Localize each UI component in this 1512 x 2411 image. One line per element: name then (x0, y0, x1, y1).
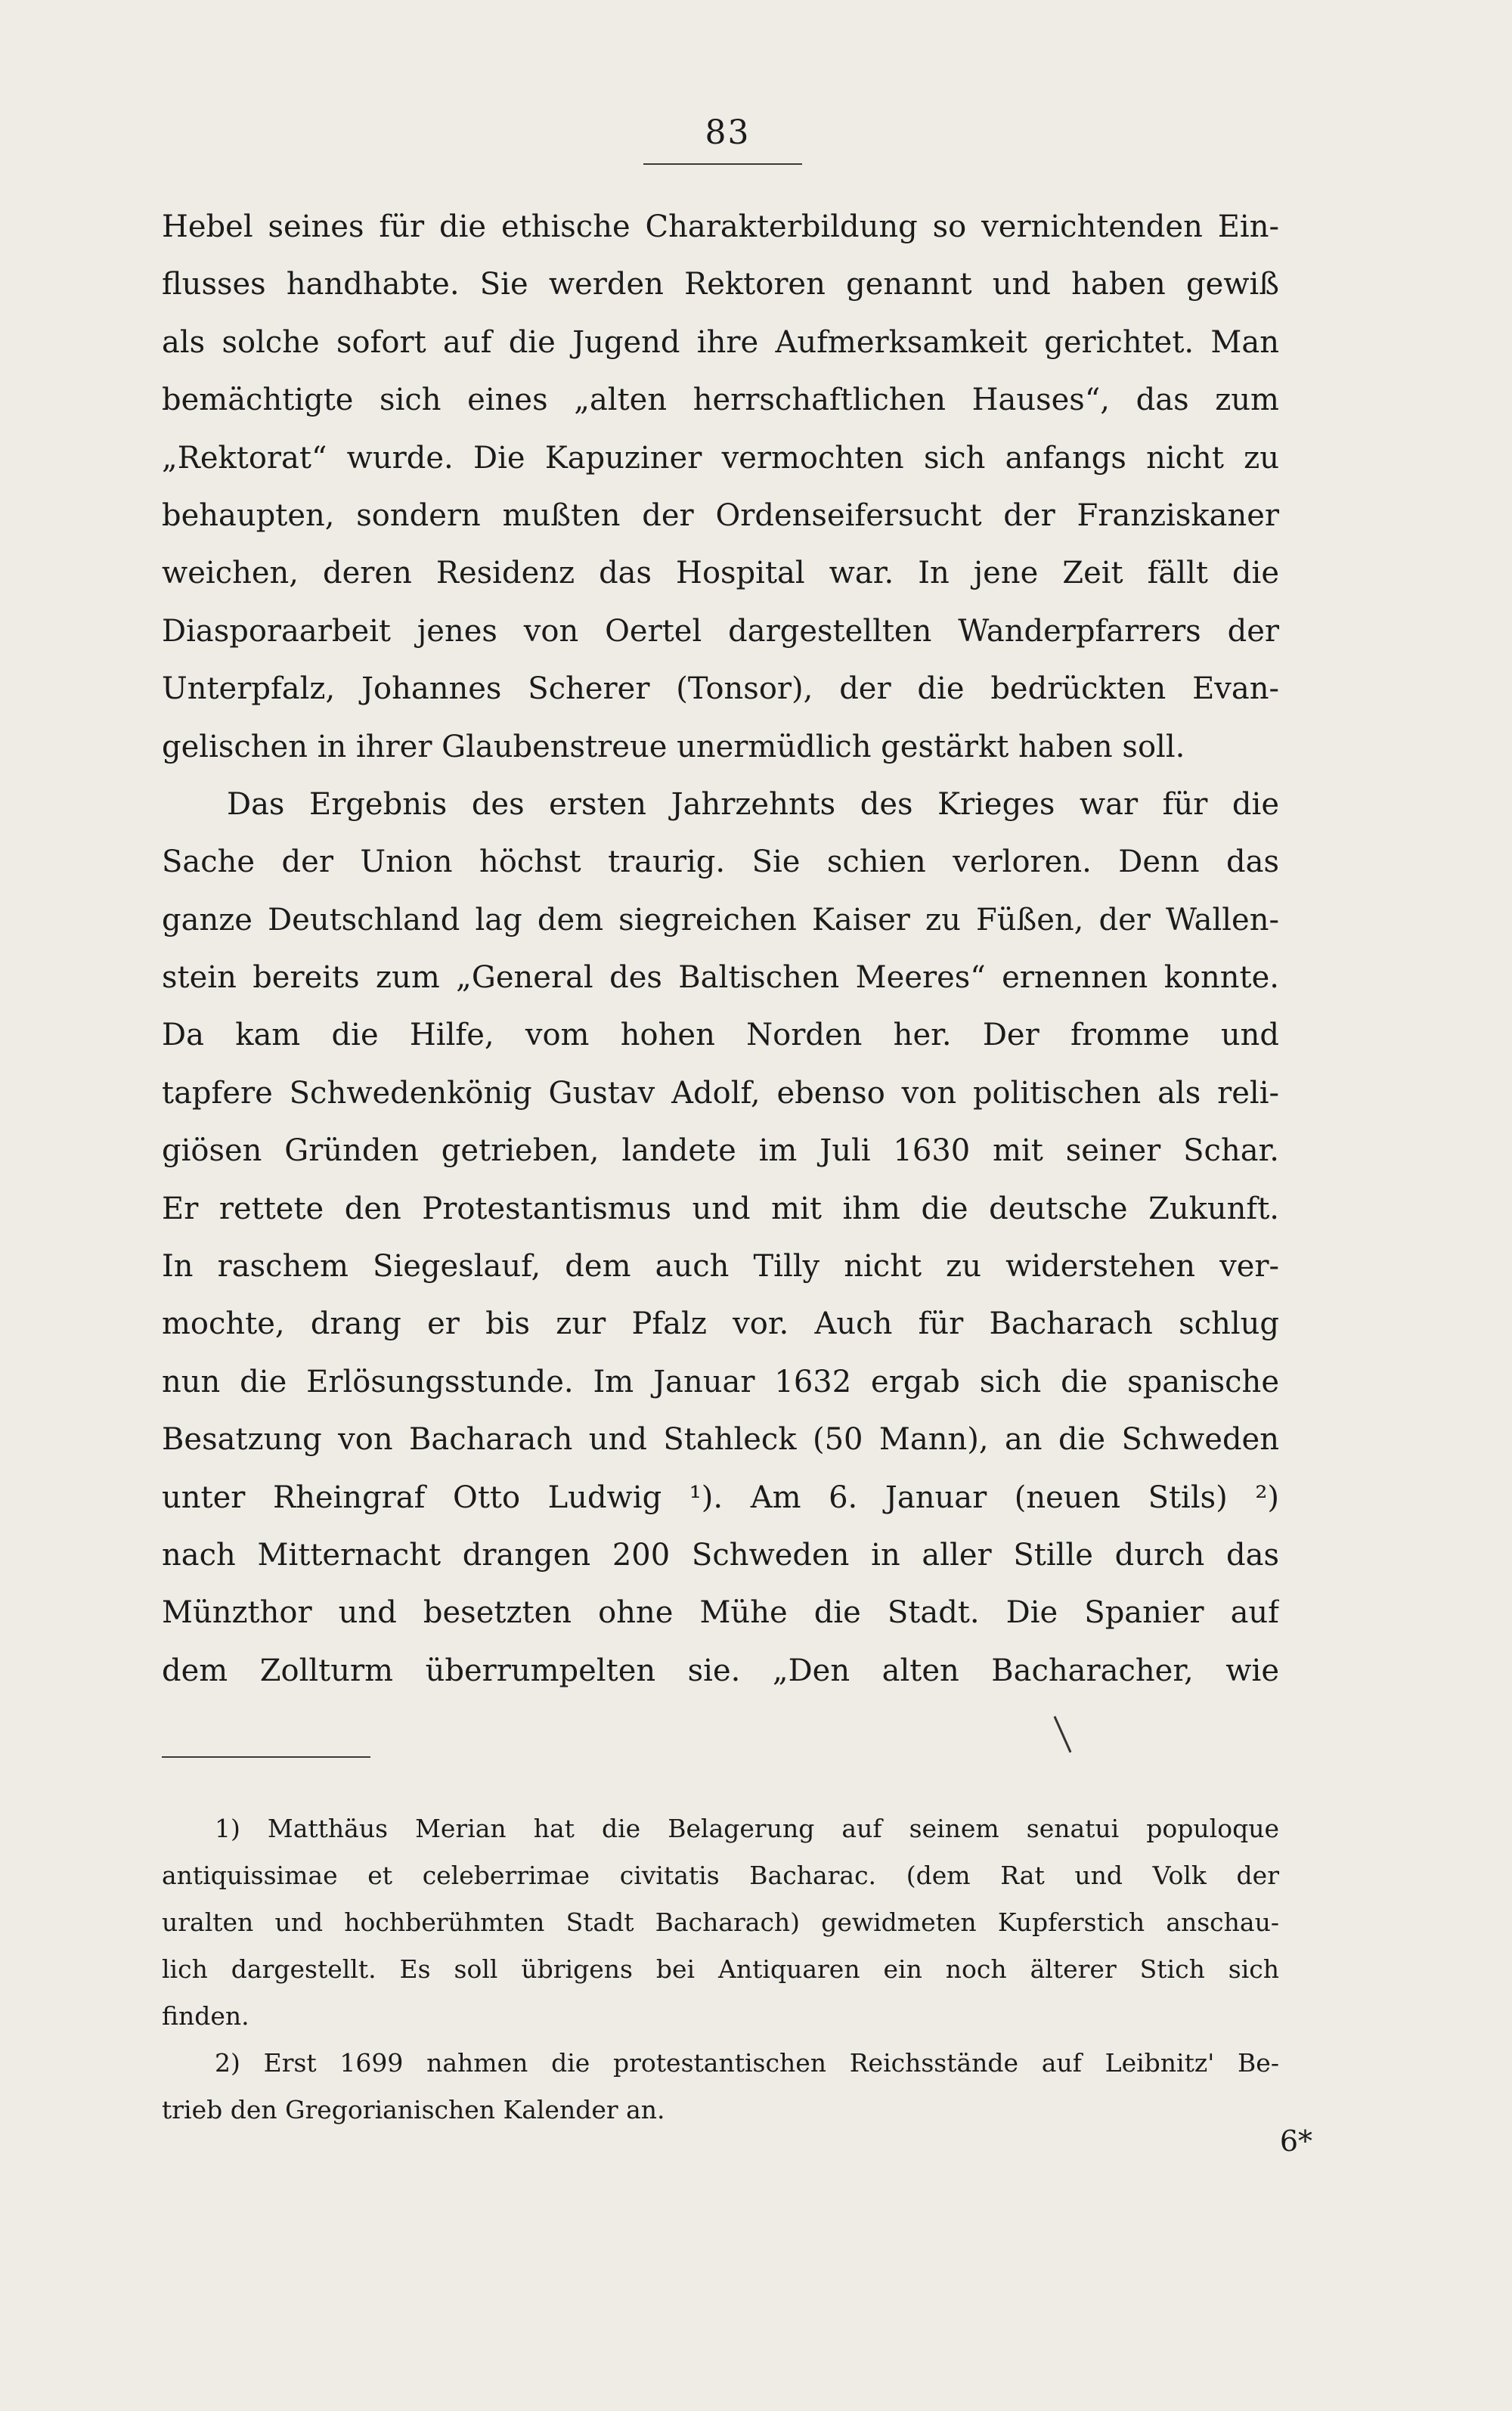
text-line: dem Zollturm überrumpelten sie. „Den alten Bacharacher, wie (162, 1653, 1279, 1688)
footnote-line: lich dargestellt. Es soll übrigens bei Antiquaren ein noch älterer Stich sich (162, 1954, 1279, 1984)
text-line: stein bereits zum „General des Baltischen Meeres“ ernennen konnte. (162, 960, 1279, 996)
text-line: nach Mitternacht drangen 200 Schweden in aller Stille durch das (162, 1537, 1279, 1573)
text-line: nun die Erlösungsstunde. Im Januar 1632 ergab sich die spanische (162, 1364, 1279, 1399)
footnote-line: trieb den Gregorianischen Kalender an. (162, 2095, 665, 2124)
text-line: Unterpfalz, Johannes Scherer (Tonsor), der die bedrückten Evan- (162, 671, 1279, 707)
text-line: bemächtigte sich eines „alten herrschaftlichen Hauses“, das zum (162, 383, 1279, 418)
text-line: gelischen in ihrer Glaubenstreue unermüdlich gestärkt haben soll. (162, 729, 1185, 764)
text-line: weichen, deren Residenz das Hospital war. In jene Zeit fällt die (162, 556, 1279, 591)
text-line: unter Rheingraf Otto Ludwig ¹). Am 6. Januar (neuen Stils) ²) (162, 1480, 1279, 1515)
text-line: mochte, drang er bis zur Pfalz vor. Auch für Bacharach schlug (162, 1306, 1279, 1342)
signature-mark: 6* (1279, 2124, 1312, 2158)
footnote-line: 2) Erst 1699 nahmen die protestantischen Reichsstände auf Leibnitz' Be- (215, 2048, 1279, 2078)
text-line: Diasporaarbeit jenes von Oertel dargestellten Wanderpfarrers der (162, 613, 1279, 649)
footnote-line: uralten und hochberühmten Stadt Bacharach) gewidmeten Kupferstich anschau- (162, 1907, 1279, 1937)
text-line: giösen Gründen getrieben, landete im Juli 1630 mit seiner Schar. (162, 1133, 1279, 1169)
text-line: Da kam die Hilfe, vom hohen Norden her. Der fromme und (162, 1018, 1279, 1053)
text-line: ganze Deutschland lag dem siegreichen Kaiser zu Füßen, der Wallen- (162, 902, 1279, 937)
text-line: Sache der Union höchst traurig. Sie schien verloren. Denn das (162, 844, 1279, 880)
text-line: Besatzung von Bacharach und Stahleck (50 Mann), an die Schweden (162, 1422, 1279, 1458)
text-line: In raschem Siegeslauf, dem auch Tilly nicht zu widerstehen ver- (162, 1249, 1279, 1285)
footnote-line: 1) Matthäus Merian hat die Belagerung auf seinem senatui populoque (215, 1814, 1279, 1843)
text-line: behaupten, sondern mußten der Ordenseifersucht der Franziskaner (162, 497, 1279, 533)
footnotes (162, 1805, 1279, 2134)
text-line: flusses handhabte. Sie werden Rektoren genannt und haben gewiß (162, 267, 1279, 302)
footnote-rule (162, 1756, 370, 1758)
text-line: Das Ergebnis des ersten Jahrzehnts des Krieges war für die (227, 786, 1279, 822)
body-text (162, 198, 1279, 1700)
text-line: Er rettete den Protestantismus und mit ihm die deutsche Zukunft. (162, 1191, 1279, 1226)
page-number: 83 (705, 113, 751, 152)
footnote-line: finden. (162, 2001, 249, 2031)
text-line: tapfere Schwedenkönig Gustav Adolf, ebenso von politischen als reli- (162, 1075, 1279, 1111)
margin-mark (1054, 1716, 1072, 1753)
header-rule (643, 163, 802, 165)
text-line: „Rektorat“ wurde. Die Kapuziner vermochten sich anfangs nicht zu (162, 440, 1279, 476)
text-line: als solche sofort auf die Jugend ihre Aufmerksamkeit gerichtet. Man (162, 324, 1279, 360)
footnote-line: antiquissimae et celeberrimae civitatis Bacharac. (dem Rat und Volk der (162, 1861, 1279, 1890)
text-line: Münzthor und besetzten ohne Mühe die Stadt. Die Spanier auf (162, 1595, 1279, 1631)
text-line: Hebel seines für die ethische Charakterbildung so vernichtenden Ein- (162, 209, 1279, 244)
